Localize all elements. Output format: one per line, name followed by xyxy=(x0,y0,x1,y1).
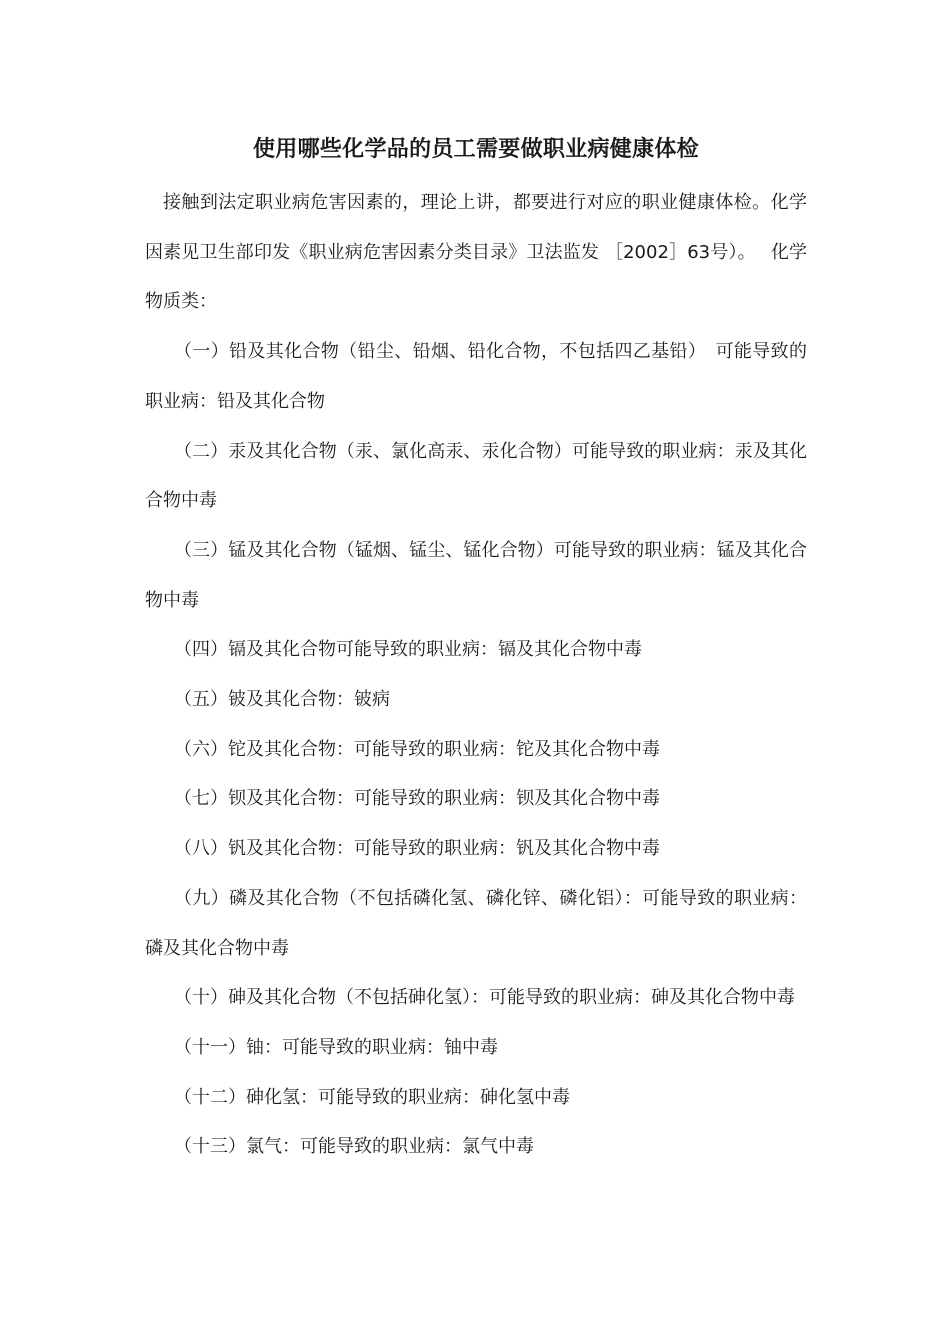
list-item-9: （九）磷及其化合物（不包括磷化氢、磷化锌、磷化铝）：可能导致的职业病：磷及其化合物中毒 xyxy=(145,887,807,959)
list-item-11: （十一）铀：可能导致的职业病：铀中毒 xyxy=(174,1036,498,1058)
list-item-8: （八）钒及其化合物：可能导致的职业病：钒及其化合物中毒 xyxy=(174,838,660,860)
list-item-3: （三）锰及其化合物（锰烟、锰尘、锰化合物）可能导致的职业病：锰及其化合物中毒 xyxy=(145,539,807,611)
list-item-10: （十）砷及其化合物（不包括砷化氢）：可能导致的职业病：砷及其化合物中毒 xyxy=(174,987,795,1009)
list-item-5: （五）铍及其化合物：铍病 xyxy=(174,689,390,711)
list-item-2: （二）汞及其化合物（汞、氯化高汞、汞化合物）可能导致的职业病：汞及其化合物中毒 xyxy=(145,440,807,512)
intro-paragraph: 接触到法定职业病危害因素的，理论上讲，都要进行对应的职业健康体检。化学因素见卫生部印发《职业病危害因素分类目录》卫法监发 ［2002］63号）。 化学物质类： xyxy=(145,192,807,313)
document-title: 使用哪些化学品的员工需要做职业病健康体检 xyxy=(252,137,699,162)
list-item-12: （十二）砷化氢：可能导致的职业病：砷化氢中毒 xyxy=(174,1086,570,1108)
list-item-4: （四）镉及其化合物可能导致的职业病：镉及其化合物中毒 xyxy=(174,639,642,661)
list-item-13: （十三）氯气：可能导致的职业病：氯气中毒 xyxy=(174,1136,534,1158)
list-item-6: （六）铊及其化合物：可能导致的职业病：铊及其化合物中毒 xyxy=(174,738,660,760)
list-item-1: （一）铅及其化合物（铅尘、铅烟、铅化合物，不包括四乙基铅） 可能导致的职业病：铅及其化合物 xyxy=(145,341,807,412)
document-body xyxy=(145,132,807,1172)
list-item-7: （七）钡及其化合物：可能导致的职业病：钡及其化合物中毒 xyxy=(174,788,660,810)
